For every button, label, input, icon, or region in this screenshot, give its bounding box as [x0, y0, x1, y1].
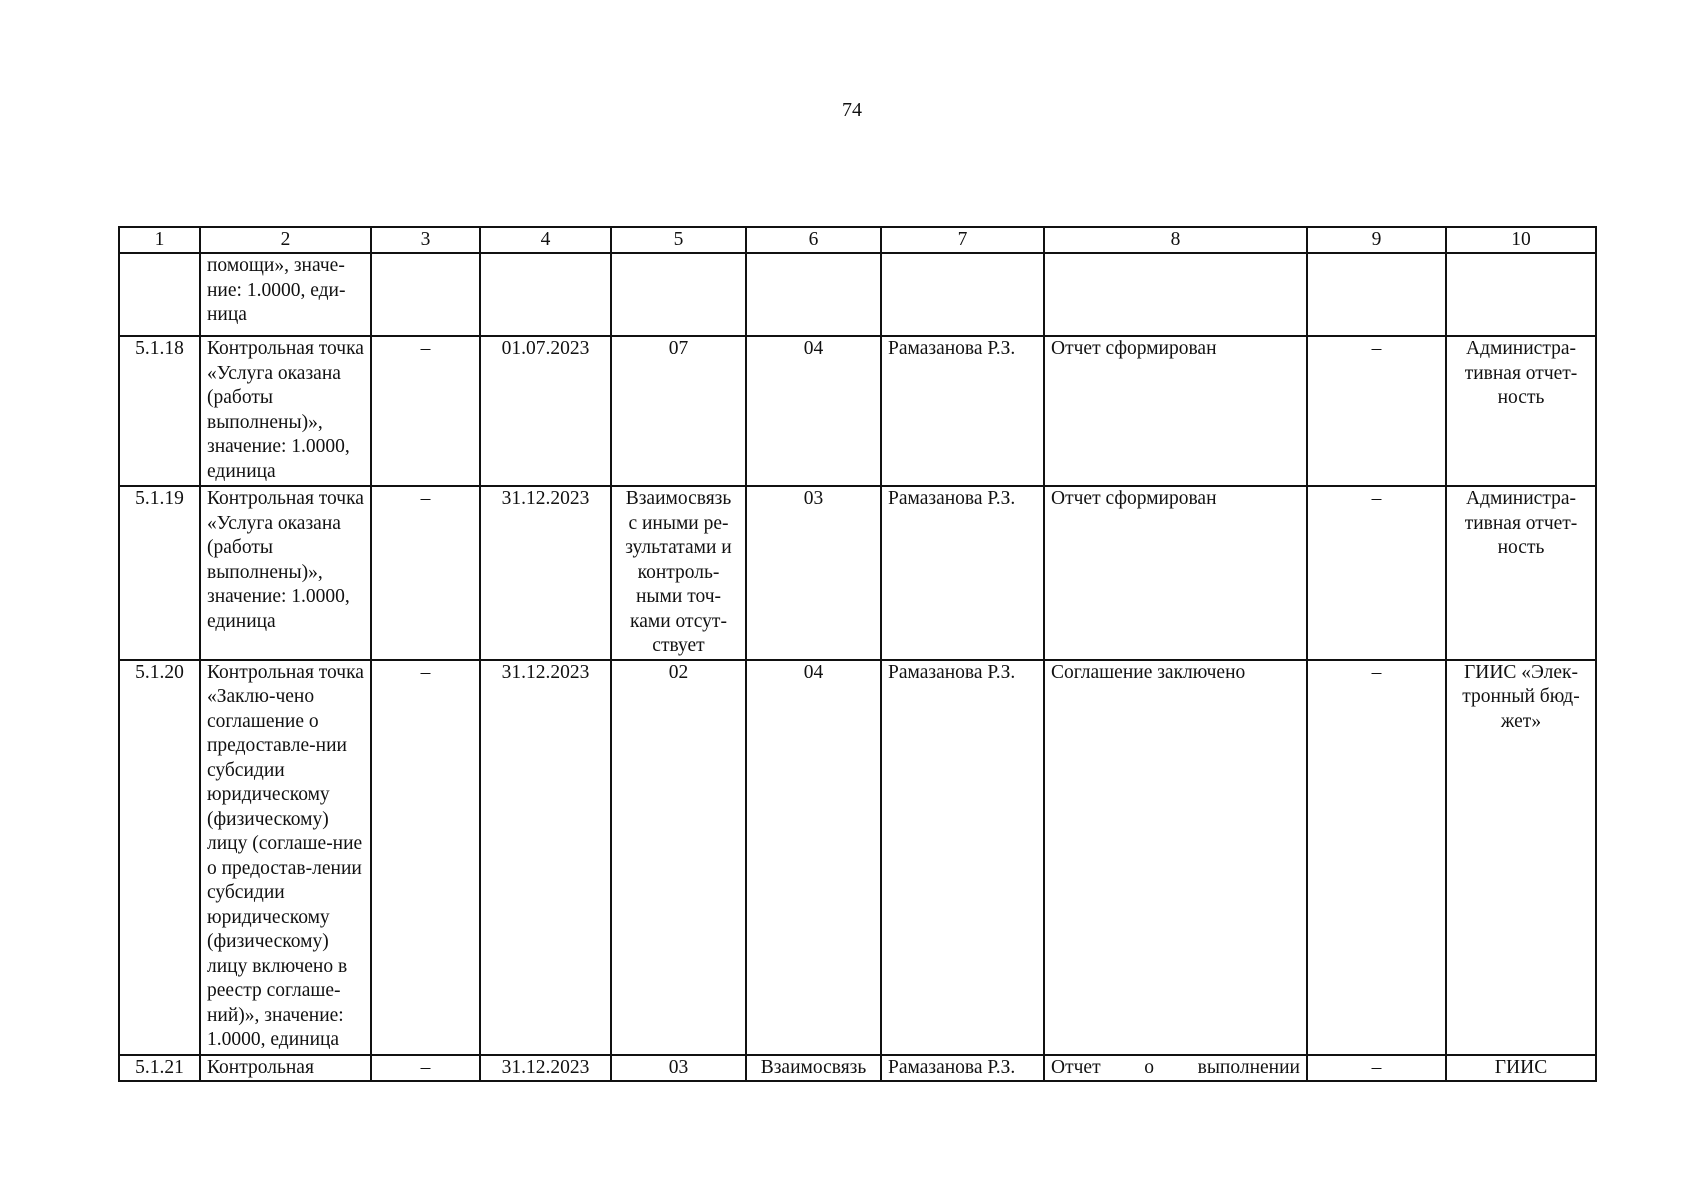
cell-c9: –: [1307, 486, 1446, 660]
cell-person: Рамазанова Р.З.: [881, 1055, 1044, 1081]
cell-result-word: Отчет: [1051, 1056, 1101, 1078]
cell-result: [1044, 253, 1307, 336]
cell-c9: –: [1307, 1055, 1446, 1081]
cell-c6: Взаимосвязь: [746, 1055, 881, 1081]
cell-name: Контрольная точка «Услуга оказана (работы выполнены)», значение: 1.0000, единица: [200, 336, 371, 486]
cell-result-word: выполнении: [1197, 1056, 1300, 1078]
cell-person: Рамазанова Р.З.: [881, 486, 1044, 660]
cell-date: 01.07.2023: [480, 336, 611, 486]
table-row: [119, 336, 1596, 486]
cell-source: Администра- тивная отчет- ность: [1446, 336, 1596, 486]
header-cell-2: 2: [200, 227, 371, 253]
cell-date: 31.12.2023: [480, 486, 611, 660]
cell-date: 31.12.2023: [480, 660, 611, 1055]
cell-num: 5.1.20: [119, 660, 200, 1055]
cell-date: [480, 253, 611, 336]
header-cell-7: 7: [881, 227, 1044, 253]
header-cell-10: 10: [1446, 227, 1596, 253]
cell-source: Администра- тивная отчет- ность: [1446, 486, 1596, 660]
header-cell-5: 5: [611, 227, 746, 253]
cell-c6: 04: [746, 336, 881, 486]
cell-person: [881, 253, 1044, 336]
cell-person: Рамазанова Р.З.: [881, 336, 1044, 486]
cell-name: Контрольная: [200, 1055, 371, 1081]
header-cell-8: 8: [1044, 227, 1307, 253]
cell-name: помощи», значе- ние: 1.0000, еди- ница: [200, 253, 371, 336]
cell-result: [1044, 1055, 1307, 1081]
cell-c5: [611, 253, 746, 336]
table-row: [119, 1055, 1596, 1081]
header-cell-6: 6: [746, 227, 881, 253]
cell-name: Контрольная точка «Заклю-чено соглашение о предоставле-нии субсидии юридическому (физическому) лицу (соглаше-ние о предостав-лении субсидии юридическому (физическому) лицу включено в реестр соглаше-ний)», значение: 1.0000, единица: [200, 660, 371, 1055]
cell-name: Контрольная точка «Услуга оказана (работы выполнены)», значение: 1.0000, единица: [200, 486, 371, 660]
cell-num: [119, 253, 200, 336]
cell-c9: –: [1307, 660, 1446, 1055]
cell-result: Отчет сформирован: [1044, 486, 1307, 660]
cell-c3: –: [371, 1055, 480, 1081]
cell-c6: 04: [746, 660, 881, 1055]
cell-source: ГИИС: [1446, 1055, 1596, 1081]
page-number: 74: [842, 99, 862, 121]
cell-c5: 07: [611, 336, 746, 486]
cell-c3: –: [371, 660, 480, 1055]
header-cell-1: 1: [119, 227, 200, 253]
cell-result-words: [1051, 1056, 1300, 1080]
header-cell-9: 9: [1307, 227, 1446, 253]
cell-c5: Взаимосвязь с иными ре- зультатами и контроль- ными точ- ками отсут- ствует: [611, 486, 746, 660]
cell-num: 5.1.19: [119, 486, 200, 660]
cell-c3: [371, 253, 480, 336]
cell-c5: 02: [611, 660, 746, 1055]
cell-c6: 03: [746, 486, 881, 660]
header-cell-4: 4: [480, 227, 611, 253]
cell-source: [1446, 253, 1596, 336]
cell-c6: [746, 253, 881, 336]
cell-c5: 03: [611, 1055, 746, 1081]
cell-c3: –: [371, 336, 480, 486]
cell-source: ГИИС «Элек- тронный бюд- жет»: [1446, 660, 1596, 1055]
cell-num: 5.1.21: [119, 1055, 200, 1081]
cell-result-word: о: [1144, 1056, 1154, 1078]
table-row: [119, 253, 1596, 336]
control-points-table: [118, 226, 1597, 1082]
cell-date: 31.12.2023: [480, 1055, 611, 1081]
cell-c9: –: [1307, 336, 1446, 486]
cell-person: Рамазанова Р.З.: [881, 660, 1044, 1055]
header-cell-3: 3: [371, 227, 480, 253]
cell-c9: [1307, 253, 1446, 336]
table-row: [119, 660, 1596, 1055]
table-row: [119, 486, 1596, 660]
cell-result: Отчет сформирован: [1044, 336, 1307, 486]
cell-c3: –: [371, 486, 480, 660]
header-row: [119, 227, 1596, 253]
cell-num: 5.1.18: [119, 336, 200, 486]
cell-result: Соглашение заключено: [1044, 660, 1307, 1055]
